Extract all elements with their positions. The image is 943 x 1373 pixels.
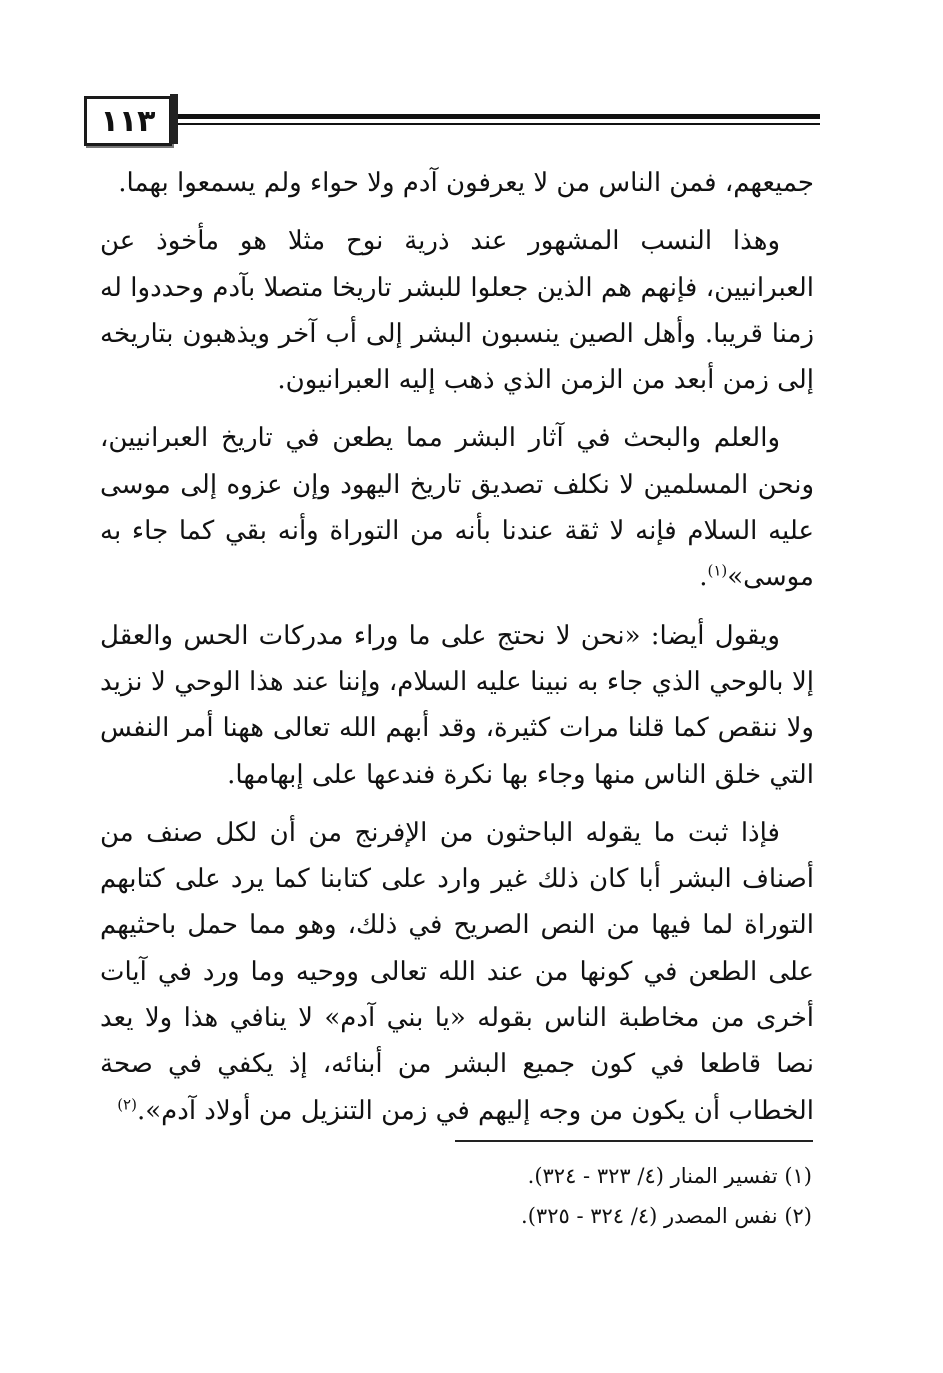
header-rule-thin: [178, 123, 820, 125]
footnote-ref-2: (٢): [117, 1094, 137, 1113]
header-rule: [178, 114, 820, 119]
paragraph-5: فإذا ثبت ما يقوله الباحثون من الإفرنج من أن لكل صنف من أصناف البشر أبا كان ذلك غير وارد على كتابنا كما يرد على كتابهم التوراة لما فيها من النص الصريح في ذلك، وهو مما حمل باحثيهم على الطعن في كونها من عند الله تعالى ووحيه وما ورد في آيات أخرى من مخاطبة الناس بقوله «يا بني آدم» لا ينافي هذا ولا يعد نصا قاطعا في كون جميع البشر من أبنائه، إذ يكفي في صحة الخطاب أن يكون من وجه إليهم في زمن التنزيل من أولاد آدم».$^{(٢)}$: [100, 817, 814, 1126]
footnotes: [100, 1156, 812, 1236]
footnote-1: (١) تفسير المنار (٤/ ٣٢٣ - ٣٢٤).: [527, 1164, 812, 1188]
paragraph-3: والعلم والبحث في آثار البشر مما يطعن في تاريخ العبرانيين، ونحن المسلمين لا نكلف تصديق تاريخ اليهود وإن عزوه إلى موسى عليه السلام فإنه لا ثقة عندنا بأنه من التوراة وأنه بقي كما جاء به موسى»$^{(١)}$.: [100, 423, 814, 593]
header-ornament: [170, 94, 178, 144]
main-text: [100, 160, 814, 1146]
page-header: [80, 90, 820, 148]
footnote-separator: [455, 1140, 813, 1142]
page-number: ١١٣: [84, 96, 172, 146]
footnote-ref-1: (١): [707, 561, 728, 580]
paragraph-1: جميعهم، فمن الناس من لا يعرفون آدم ولا حواء ولم يسمعوا بهما.: [118, 168, 814, 198]
paragraph-4: ويقول أيضا: «نحن لا نحتج على ما وراء مدركات الحس والعقل إلا بالوحي الذي جاء به نبينا عليه السلام، وإننا عند هذا الوحي لا نزيد ولا ننقص كما قلنا مرات كثيرة، وقد أبهم الله تعالى ههنا أمر النفس التي خلق الناس منها وجاء بها نكرة فندعها على إبهامها.: [100, 620, 814, 790]
paragraph-2: وهذا النسب المشهور عند ذرية نوح مثلا هو مأخوذ عن العبرانيين، فإنهم هم الذين جعلوا للبشر تاريخا متصلا بآدم وحددوا له زمنا قريبا. وأهل الصين ينسبون البشر إلى أب آخر ويذهبون بتاريخه إلى زمن أبعد من الزمن الذي ذهب إليه العبرانيون.: [100, 226, 814, 396]
footnote-2: (٢) نفس المصدر (٤/ ٣٢٤ - ٣٢٥).: [521, 1204, 812, 1228]
